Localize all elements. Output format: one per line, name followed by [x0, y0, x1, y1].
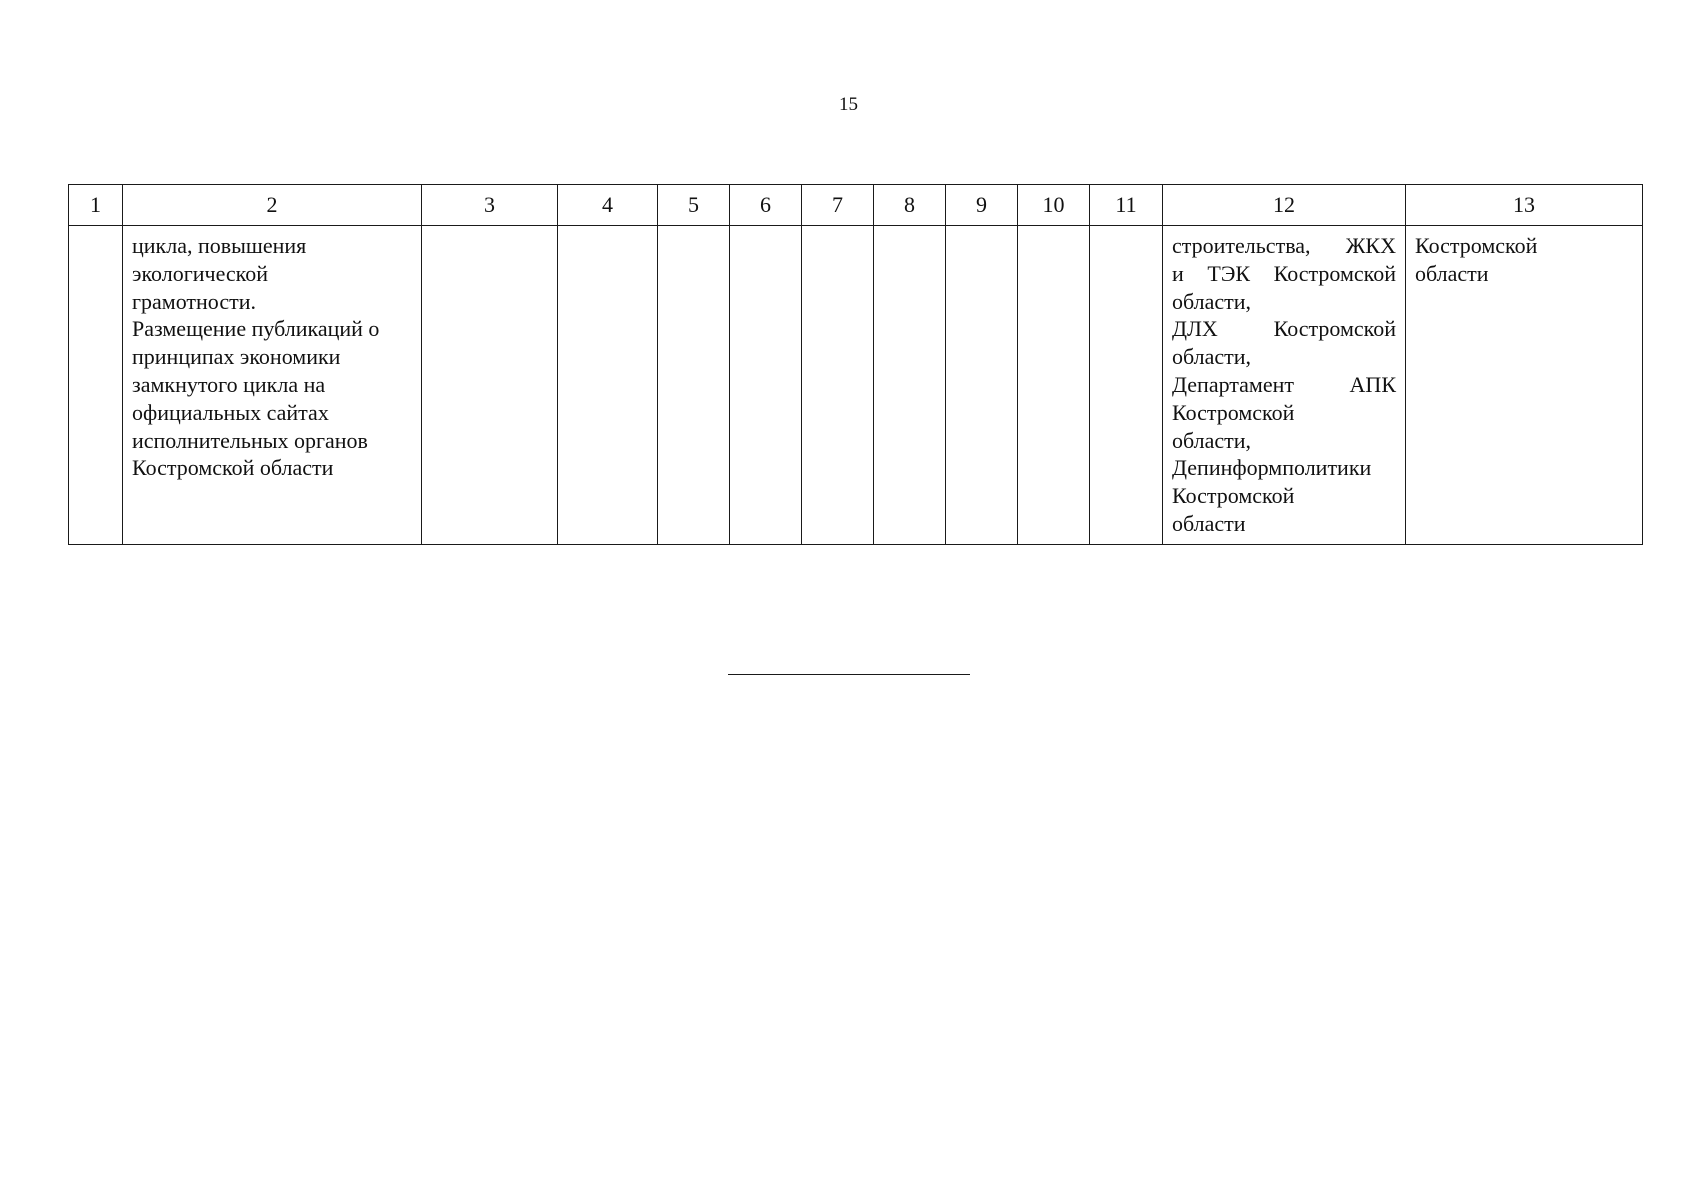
- cell-line: Костромской: [1415, 233, 1538, 258]
- cell-line: Костромской: [1172, 399, 1295, 425]
- cell-line: цикла, повышения: [132, 233, 307, 258]
- table-cell-2: [123, 226, 422, 545]
- activity-description: [123, 226, 421, 482]
- table-cell-1: [69, 226, 123, 545]
- table-cell-5: [658, 226, 730, 545]
- cell-line: области,: [1172, 427, 1252, 453]
- column-header-11: 11: [1090, 185, 1163, 226]
- table-cell-13: [1406, 226, 1643, 545]
- column-header-5: 5: [658, 185, 730, 226]
- column-header-1: 1: [69, 185, 123, 226]
- cell-line: области: [1415, 260, 1489, 286]
- table-row: [69, 226, 1643, 545]
- header-row: [69, 185, 1643, 226]
- cell-line: Размещение публикаций о: [132, 316, 380, 342]
- table-cell-8: [874, 226, 946, 545]
- column-header-6: 6: [730, 185, 802, 226]
- column-header-7: 7: [802, 185, 874, 226]
- cell-line: замкнутого цикла на: [132, 371, 326, 397]
- cell-line: принципах экономики: [132, 344, 341, 370]
- column-header-13: 13: [1406, 185, 1643, 226]
- cell-line: исполнительных органов: [132, 427, 368, 453]
- responsible-executors: [1163, 226, 1405, 538]
- table-cell-10: [1018, 226, 1090, 545]
- cell-line: Костромской области: [132, 455, 334, 481]
- cell-line: Депинформполитики: [1172, 455, 1372, 481]
- table-cell-4: [558, 226, 658, 545]
- cell-line: официальных сайтах: [132, 399, 329, 425]
- column-header-9: 9: [946, 185, 1018, 226]
- column-header-8: 8: [874, 185, 946, 226]
- co-executors: [1406, 226, 1642, 288]
- cell-line: строительства, ЖКХ: [1172, 233, 1396, 258]
- end-of-document-rule: [728, 674, 970, 675]
- column-header-3: 3: [422, 185, 558, 226]
- table-cell-12: [1163, 226, 1406, 545]
- table-cell-11: [1090, 226, 1163, 545]
- cell-line: Костромской: [1172, 483, 1295, 509]
- cell-line: области,: [1172, 344, 1252, 370]
- data-table: [68, 184, 1643, 545]
- cell-line: и ТЭК Костромской: [1172, 260, 1396, 286]
- column-header-2: 2: [123, 185, 422, 226]
- table-cell-3: [422, 226, 558, 545]
- cell-line: грамотности.: [132, 288, 257, 314]
- cell-line: области,: [1172, 288, 1252, 314]
- table-cell-6: [730, 226, 802, 545]
- cell-line: экологической: [132, 260, 268, 286]
- table-cell-9: [946, 226, 1018, 545]
- column-header-4: 4: [558, 185, 658, 226]
- column-header-10: 10: [1018, 185, 1090, 226]
- cell-line: ДЛХ Костромской: [1172, 316, 1396, 342]
- cell-line: Департамент АПК: [1172, 371, 1396, 397]
- table-cell-7: [802, 226, 874, 545]
- column-header-12: 12: [1163, 185, 1406, 226]
- page-number: 15: [839, 94, 858, 115]
- cell-line: области: [1172, 510, 1246, 536]
